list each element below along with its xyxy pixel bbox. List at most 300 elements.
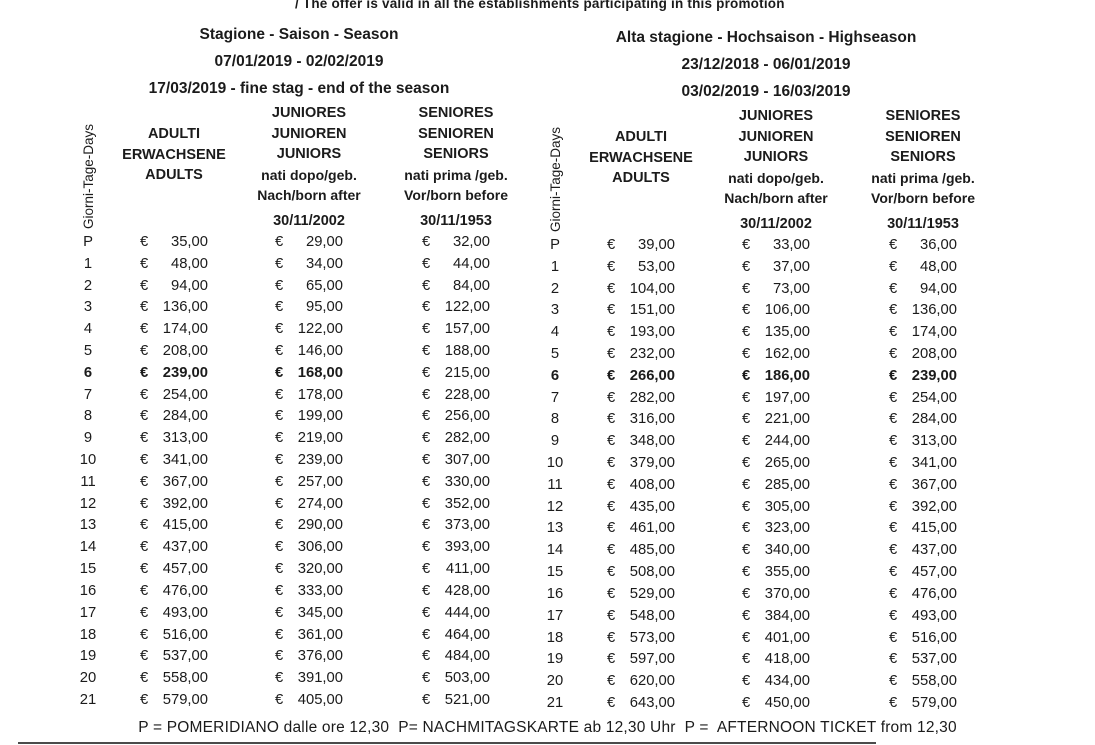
adults-price-cell [110, 278, 238, 294]
euro-symbol: € [275, 342, 284, 359]
birthdate-rule: Vor/born before [871, 190, 975, 206]
adults-price-cell [577, 324, 705, 340]
euro-symbol: € [422, 517, 431, 534]
euro-symbol: € [275, 517, 284, 534]
adults-price-cell [577, 411, 705, 427]
price-row [66, 602, 532, 624]
price-amount: 174,00 [911, 324, 957, 341]
price-amount: 168,00 [297, 364, 343, 381]
day-cell: 9 [550, 433, 560, 450]
euro-symbol: € [422, 321, 431, 338]
price-amount: 493,00 [911, 607, 957, 624]
juniors-price-cell [238, 256, 380, 272]
seniors-price-cell [847, 542, 999, 558]
price-row [66, 406, 532, 428]
euro-symbol: € [275, 670, 284, 687]
adults-price-cell [110, 365, 238, 381]
price-row [66, 296, 532, 318]
seniors-price-cell [380, 474, 532, 490]
euro-symbol: € [422, 670, 431, 687]
seniors-price-cell [847, 564, 999, 580]
seniors-price-cell [380, 670, 532, 686]
juniors-price-cell [705, 346, 847, 362]
price-amount: 256,00 [444, 408, 490, 425]
day-cell: 17 [546, 607, 564, 624]
day-cell: 11 [547, 476, 563, 493]
day-cell: 19 [546, 651, 564, 668]
price-amount: 221,00 [764, 411, 810, 428]
seniors-price-cell [380, 452, 532, 468]
euro-symbol: € [607, 476, 616, 493]
price-amount: 330,00 [444, 473, 490, 490]
day-cell: 1 [550, 258, 560, 275]
adults-price-cell [577, 477, 705, 493]
price-amount: 643,00 [629, 694, 675, 711]
price-amount: 136,00 [911, 302, 957, 319]
day-cell: 5 [83, 342, 93, 359]
price-amount: 437,00 [911, 542, 957, 559]
euro-symbol: € [607, 673, 616, 690]
seniors-price-cell [380, 692, 532, 708]
adults-price-cell [577, 608, 705, 624]
price-row [533, 409, 999, 431]
day-cell: 16 [546, 585, 564, 602]
table-title: Alta stagione - Hochsaison - Highseason [615, 29, 917, 46]
euro-symbol: € [275, 626, 284, 643]
euro-symbol: € [140, 233, 149, 250]
price-amount: 348,00 [629, 433, 675, 450]
day-cell: 13 [79, 517, 97, 534]
seniors-price-cell [380, 583, 532, 599]
day-cell: 17 [79, 604, 97, 621]
price-amount: 444,00 [444, 604, 490, 621]
seniors-price-cell [847, 390, 999, 406]
price-amount: 415,00 [911, 520, 957, 537]
euro-symbol: € [140, 539, 149, 556]
euro-symbol: € [140, 430, 149, 447]
price-row [533, 627, 999, 649]
day-cell: 15 [546, 564, 564, 581]
price-row [66, 231, 532, 253]
euro-symbol: € [422, 561, 431, 578]
day-cell: 18 [546, 629, 564, 646]
price-amount: 254,00 [911, 389, 957, 406]
juniors-price-cell [705, 499, 847, 515]
seniors-price-cell [380, 539, 532, 555]
euro-symbol: € [607, 564, 616, 581]
euro-symbol: € [422, 495, 431, 512]
day-cell: 14 [79, 539, 97, 556]
euro-symbol: € [275, 561, 284, 578]
adults-price-cell [577, 455, 705, 471]
euro-symbol: € [742, 651, 751, 668]
euro-symbol: € [607, 280, 616, 297]
juniors-price-cell [238, 278, 380, 294]
price-amount: 411,00 [445, 561, 490, 578]
day-cell: 7 [83, 386, 93, 403]
price-amount: 345,00 [297, 604, 343, 621]
price-amount: 367,00 [162, 473, 208, 490]
adults-price-cell [577, 302, 705, 318]
price-amount: 95,00 [305, 299, 343, 316]
juniors-price-cell [705, 608, 847, 624]
juniors-price-cell [238, 627, 380, 643]
price-amount: 355,00 [764, 564, 810, 581]
euro-symbol: € [140, 495, 149, 512]
adults-price-cell [110, 408, 238, 424]
euro-symbol: € [422, 299, 431, 316]
seniors-price-cell [847, 499, 999, 515]
juniors-price-cell [238, 299, 380, 315]
day-cell: 3 [550, 302, 560, 319]
euro-symbol: € [275, 495, 284, 512]
seniors-price-cell [847, 520, 999, 536]
birthdate-cutoff: 30/11/1953 [420, 212, 492, 229]
price-amount: 370,00 [764, 585, 810, 602]
price-amount: 186,00 [764, 367, 810, 384]
seniors-price-cell [847, 368, 999, 384]
euro-symbol: € [889, 585, 898, 602]
price-amount: 39,00 [637, 236, 675, 253]
euro-symbol: € [607, 258, 616, 275]
day-cell: 21 [79, 691, 97, 708]
price-row [533, 474, 999, 496]
price-amount: 244,00 [764, 433, 810, 450]
price-amount: 135,00 [764, 324, 810, 341]
price-amount: 476,00 [162, 582, 208, 599]
euro-symbol: € [275, 691, 284, 708]
adults-price-cell [110, 496, 238, 512]
juniors-price-cell [705, 390, 847, 406]
adults-price-cell [577, 237, 705, 253]
euro-symbol: € [422, 408, 431, 425]
euro-symbol: € [275, 364, 284, 381]
euro-symbol: € [275, 648, 284, 665]
adults-price-cell [577, 586, 705, 602]
price-amount: 306,00 [297, 539, 343, 556]
header-line: ADULTS [612, 170, 670, 186]
price-amount: 435,00 [629, 498, 675, 515]
price-amount: 48,00 [919, 258, 957, 275]
euro-symbol: € [607, 324, 616, 341]
price-amount: 232,00 [629, 345, 675, 362]
days-axis-label: Giorni-Tage-Days [547, 126, 563, 232]
euro-symbol: € [742, 345, 751, 362]
price-amount: 558,00 [162, 670, 208, 687]
adults-price-cell [110, 583, 238, 599]
price-amount: 239,00 [162, 364, 208, 381]
price-amount: 33,00 [772, 236, 810, 253]
day-cell: 8 [83, 408, 93, 425]
juniors-price-cell [238, 387, 380, 403]
price-amount: 284,00 [162, 408, 208, 425]
juniors-price-cell [705, 281, 847, 297]
header-line: ERWACHSENE [122, 146, 226, 163]
adults-price-cell [110, 387, 238, 403]
euro-symbol: € [742, 476, 751, 493]
euro-symbol: € [607, 411, 616, 428]
column-header-seniors [847, 106, 999, 234]
price-amount: 208,00 [162, 342, 208, 359]
price-amount: 157,00 [444, 321, 490, 338]
price-amount: 282,00 [629, 389, 675, 406]
price-amount: 516,00 [162, 626, 208, 643]
seniors-price-cell [380, 256, 532, 272]
price-amount: 122,00 [297, 321, 343, 338]
adults-price-cell [110, 299, 238, 315]
price-amount: 333,00 [297, 582, 343, 599]
days-axis-label: Giorni-Tage-Days [80, 123, 96, 229]
euro-symbol: € [742, 433, 751, 450]
euro-symbol: € [275, 452, 284, 469]
euro-symbol: € [742, 236, 751, 253]
price-amount: 34,00 [305, 255, 343, 272]
price-amount: 373,00 [444, 517, 490, 534]
price-amount: 266,00 [629, 367, 675, 384]
price-amount: 257,00 [297, 473, 343, 490]
juniors-price-cell [705, 433, 847, 449]
euro-symbol: € [140, 473, 149, 490]
price-amount: 320,00 [297, 561, 343, 578]
euro-symbol: € [889, 520, 898, 537]
period-dates: 17/03/2019 - fine stag - end of the season [148, 80, 450, 97]
euro-symbol: € [742, 564, 751, 581]
day-cell: 12 [546, 498, 564, 515]
price-amount: 361,00 [297, 626, 343, 643]
season-table-low [66, 22, 532, 711]
price-amount: 341,00 [911, 455, 957, 472]
euro-symbol: € [422, 364, 431, 381]
euro-symbol: € [422, 582, 431, 599]
price-amount: 228,00 [444, 386, 490, 403]
price-amount: 188,00 [444, 342, 490, 359]
price-amount: 376,00 [297, 648, 343, 665]
euro-symbol: € [275, 277, 284, 294]
euro-symbol: € [275, 299, 284, 316]
day-cell: 19 [79, 648, 97, 665]
euro-symbol: € [742, 302, 751, 319]
column-header-juniors [238, 103, 380, 231]
price-row [533, 518, 999, 540]
price-amount: 418,00 [764, 651, 810, 668]
adults-price-cell [110, 517, 238, 533]
euro-symbol: € [422, 233, 431, 250]
juniors-price-cell [705, 302, 847, 318]
juniors-price-cell [705, 324, 847, 340]
price-row [66, 318, 532, 340]
euro-symbol: € [140, 648, 149, 665]
euro-symbol: € [275, 473, 284, 490]
price-row [533, 343, 999, 365]
price-amount: 290,00 [297, 517, 343, 534]
euro-symbol: € [140, 626, 149, 643]
price-amount: 316,00 [629, 411, 675, 428]
price-amount: 323,00 [764, 520, 810, 537]
euro-symbol: € [742, 520, 751, 537]
seniors-price-cell [847, 346, 999, 362]
seniors-price-cell [380, 343, 532, 359]
price-row [66, 667, 532, 689]
birthdate-rule: nati prima /geb. [404, 166, 508, 183]
price-amount: 597,00 [629, 651, 675, 668]
price-amount: 313,00 [911, 433, 957, 450]
price-row [66, 645, 532, 667]
seniors-price-cell [847, 237, 999, 253]
seniors-price-cell [380, 299, 532, 315]
day-cell: 11 [80, 473, 96, 490]
euro-symbol: € [422, 342, 431, 359]
adults-price-cell [577, 630, 705, 646]
header-line: ADULTS [145, 167, 203, 183]
juniors-price-cell [238, 648, 380, 664]
seniors-price-cell [847, 433, 999, 449]
day-cell: 7 [550, 389, 560, 406]
price-amount: 529,00 [629, 585, 675, 602]
euro-symbol: € [889, 236, 898, 253]
price-amount: 44,00 [452, 255, 490, 272]
day-cell: 16 [79, 582, 97, 599]
birthdate-rule: nati prima /geb. [871, 169, 975, 186]
seniors-price-cell [847, 411, 999, 427]
price-row [66, 427, 532, 449]
euro-symbol: € [607, 629, 616, 646]
day-cell: 6 [83, 364, 93, 381]
seniors-price-cell [380, 408, 532, 424]
price-amount: 199,00 [297, 408, 343, 425]
adults-price-cell [577, 673, 705, 689]
euro-symbol: € [140, 408, 149, 425]
price-amount: 146,00 [297, 342, 343, 359]
juniors-price-cell [705, 455, 847, 471]
seniors-price-cell [380, 605, 532, 621]
day-cell: 4 [83, 321, 93, 338]
euro-symbol: € [889, 673, 898, 690]
day-cell: 5 [550, 345, 560, 362]
day-cell: 9 [83, 430, 93, 447]
price-amount: 437,00 [162, 539, 208, 556]
adults-price-cell [577, 390, 705, 406]
juniors-price-cell [238, 365, 380, 381]
day-cell: 10 [79, 452, 97, 469]
period-dates: 23/12/2018 - 06/01/2019 [681, 56, 851, 73]
period-dates: 03/02/2019 - 16/03/2019 [681, 83, 851, 100]
euro-symbol: € [140, 517, 149, 534]
price-row [66, 340, 532, 362]
euro-symbol: € [889, 258, 898, 275]
price-row [66, 253, 532, 275]
euro-symbol: € [889, 651, 898, 668]
euro-symbol: € [742, 455, 751, 472]
header-line: JUNIORS [276, 146, 342, 162]
price-row [66, 624, 532, 646]
juniors-price-cell [238, 343, 380, 359]
birthdate-rule: nati dopo/geb. [261, 166, 357, 183]
price-amount: 254,00 [162, 386, 208, 403]
euro-symbol: € [140, 386, 149, 403]
euro-symbol: € [607, 236, 616, 253]
euro-symbol: € [889, 389, 898, 406]
price-amount: 32,00 [452, 233, 490, 250]
juniors-price-cell [238, 692, 380, 708]
price-amount: 122,00 [444, 299, 490, 316]
price-amount: 313,00 [162, 430, 208, 447]
day-cell: 20 [546, 673, 564, 690]
juniors-price-cell [705, 259, 847, 275]
euro-symbol: € [422, 604, 431, 621]
euro-symbol: € [422, 473, 431, 490]
price-amount: 29,00 [305, 233, 343, 250]
column-header-adults [110, 103, 238, 231]
seniors-price-cell [380, 627, 532, 643]
day-cell: 13 [546, 520, 564, 537]
adults-price-cell [577, 499, 705, 515]
period-dates: 07/01/2019 - 02/02/2019 [214, 53, 384, 70]
price-row [533, 692, 999, 714]
euro-symbol: € [422, 691, 431, 708]
day-cell: 2 [83, 277, 93, 294]
euro-symbol: € [742, 411, 751, 428]
price-amount: 493,00 [162, 604, 208, 621]
euro-symbol: € [889, 302, 898, 319]
price-amount: 106,00 [764, 302, 810, 319]
price-row [66, 362, 532, 384]
euro-symbol: € [275, 408, 284, 425]
price-amount: 94,00 [170, 277, 208, 294]
price-amount: 48,00 [170, 255, 208, 272]
euro-symbol: € [275, 604, 284, 621]
juniors-price-cell [705, 411, 847, 427]
price-row [533, 670, 999, 692]
adults-price-cell [577, 651, 705, 667]
price-amount: 35,00 [170, 233, 208, 250]
juniors-price-cell [705, 586, 847, 602]
juniors-price-cell [705, 368, 847, 384]
price-amount: 193,00 [629, 324, 675, 341]
table-title: Stagione - Saison - Season [199, 26, 399, 43]
price-amount: 485,00 [629, 542, 675, 559]
birthdate-rule: nati dopo/geb. [728, 169, 824, 186]
table-header [533, 106, 999, 234]
price-row [533, 365, 999, 387]
seniors-price-cell [380, 278, 532, 294]
juniors-price-cell [238, 539, 380, 555]
seniors-price-cell [380, 517, 532, 533]
birthdate-cutoff: 30/11/2002 [740, 215, 812, 232]
price-amount: 503,00 [444, 670, 490, 687]
euro-symbol: € [742, 258, 751, 275]
price-row [533, 452, 999, 474]
day-cell: 8 [550, 411, 560, 428]
birthdate-rule: Vor/born before [404, 187, 508, 203]
adults-price-cell [577, 564, 705, 580]
euro-symbol: € [275, 582, 284, 599]
price-row [533, 583, 999, 605]
juniors-price-cell [705, 477, 847, 493]
price-amount: 537,00 [162, 648, 208, 665]
price-row [66, 384, 532, 406]
euro-symbol: € [889, 455, 898, 472]
euro-symbol: € [140, 255, 149, 272]
juniors-price-cell [705, 630, 847, 646]
euro-symbol: € [742, 673, 751, 690]
price-amount: 384,00 [764, 607, 810, 624]
day-cell: 14 [546, 542, 564, 559]
euro-symbol: € [742, 389, 751, 406]
table-header [66, 103, 532, 231]
seniors-price-cell [380, 561, 532, 577]
day-cell: P [83, 233, 93, 250]
price-amount: 392,00 [911, 498, 957, 515]
